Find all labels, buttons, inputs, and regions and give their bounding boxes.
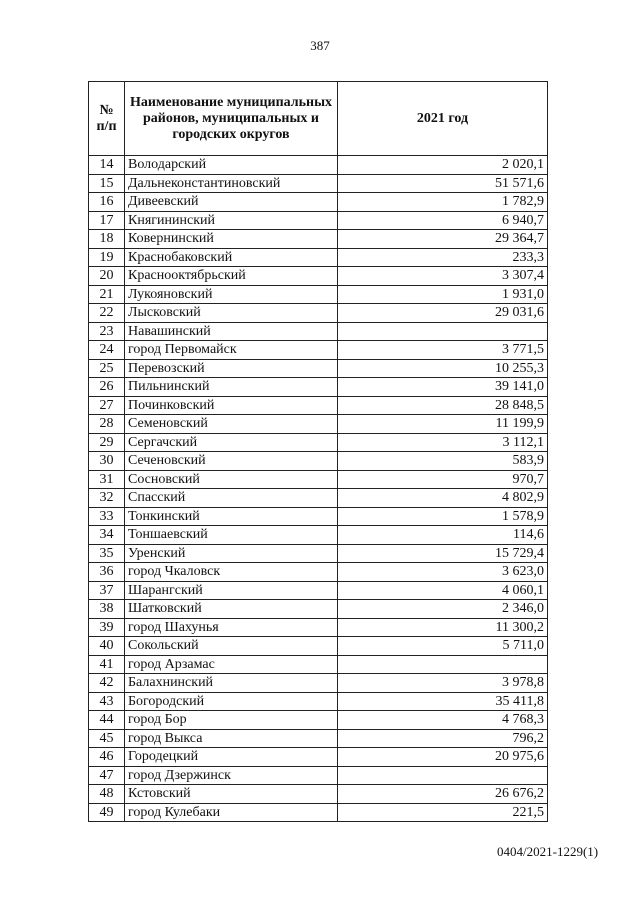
row-value: 11 199,9	[338, 415, 548, 434]
row-name: Навашинский	[125, 322, 338, 341]
table-row	[89, 785, 548, 804]
row-number: 35	[89, 544, 125, 563]
row-number: 34	[89, 526, 125, 545]
table-row	[89, 174, 548, 193]
row-value: 796,2	[338, 729, 548, 748]
table-row	[89, 230, 548, 249]
row-value: 2 346,0	[338, 600, 548, 619]
row-number: 36	[89, 563, 125, 582]
table-row	[89, 526, 548, 545]
row-name: Шарангский	[125, 581, 338, 600]
row-number: 39	[89, 618, 125, 637]
row-value: 29 031,6	[338, 304, 548, 323]
row-value: 2 020,1	[338, 156, 548, 175]
table-row	[89, 563, 548, 582]
row-name: Сеченовский	[125, 452, 338, 471]
row-name: Краснооктябрьский	[125, 267, 338, 286]
row-name: Тоншаевский	[125, 526, 338, 545]
table-row	[89, 674, 548, 693]
header-num: № п/п	[89, 82, 125, 156]
row-value: 6 940,7	[338, 211, 548, 230]
row-value: 233,3	[338, 248, 548, 267]
row-number: 47	[89, 766, 125, 785]
row-name: Дальнеконстантиновский	[125, 174, 338, 193]
row-value: 3 623,0	[338, 563, 548, 582]
row-name: Сокольский	[125, 637, 338, 656]
row-number: 43	[89, 692, 125, 711]
row-name: Кстовский	[125, 785, 338, 804]
row-number: 20	[89, 267, 125, 286]
header-name: Наименование муниципальных районов, муниципальных и городских округов	[125, 82, 338, 156]
row-name: Перевозский	[125, 359, 338, 378]
table-row	[89, 415, 548, 434]
table-row	[89, 378, 548, 397]
row-name: Лысковский	[125, 304, 338, 323]
table-row	[89, 285, 548, 304]
table-row	[89, 581, 548, 600]
row-number: 46	[89, 748, 125, 767]
table-row	[89, 267, 548, 286]
row-number: 29	[89, 433, 125, 452]
row-name: Тонкинский	[125, 507, 338, 526]
row-name: город Шахунья	[125, 618, 338, 637]
table-row	[89, 211, 548, 230]
row-name: Городецкий	[125, 748, 338, 767]
table-row	[89, 729, 548, 748]
document-code: 0404/2021-1229(1)	[497, 844, 599, 859]
row-value: 26 676,2	[338, 785, 548, 804]
row-name: Княгининский	[125, 211, 338, 230]
row-value: 4 768,3	[338, 711, 548, 730]
table-row	[89, 193, 548, 212]
table-header-row	[89, 82, 548, 156]
row-number: 41	[89, 655, 125, 674]
row-value: 1 578,9	[338, 507, 548, 526]
table-row	[89, 600, 548, 619]
row-number: 45	[89, 729, 125, 748]
row-number: 16	[89, 193, 125, 212]
row-number: 48	[89, 785, 125, 804]
table-row	[89, 341, 548, 360]
row-value: 51 571,6	[338, 174, 548, 193]
row-number: 21	[89, 285, 125, 304]
row-value: 114,6	[338, 526, 548, 545]
row-value: 1 782,9	[338, 193, 548, 212]
row-value	[338, 655, 548, 674]
row-name: Володарский	[125, 156, 338, 175]
row-number: 22	[89, 304, 125, 323]
row-value: 970,7	[338, 470, 548, 489]
row-value: 10 255,3	[338, 359, 548, 378]
row-value: 3 112,1	[338, 433, 548, 452]
table-row	[89, 304, 548, 323]
row-name: Спасский	[125, 489, 338, 508]
row-name: Сергачский	[125, 433, 338, 452]
row-number: 24	[89, 341, 125, 360]
row-value: 5 711,0	[338, 637, 548, 656]
row-name: Пильнинский	[125, 378, 338, 397]
row-number: 14	[89, 156, 125, 175]
row-value: 3 771,5	[338, 341, 548, 360]
row-number: 23	[89, 322, 125, 341]
row-name: Уренский	[125, 544, 338, 563]
row-number: 49	[89, 803, 125, 822]
table-row	[89, 433, 548, 452]
row-value: 35 411,8	[338, 692, 548, 711]
row-number: 32	[89, 489, 125, 508]
table-row	[89, 618, 548, 637]
row-number: 30	[89, 452, 125, 471]
row-number: 33	[89, 507, 125, 526]
row-name: Богородский	[125, 692, 338, 711]
row-number: 19	[89, 248, 125, 267]
row-number: 42	[89, 674, 125, 693]
row-value: 4 802,9	[338, 489, 548, 508]
table-row	[89, 544, 548, 563]
row-value: 29 364,7	[338, 230, 548, 249]
row-value: 4 060,1	[338, 581, 548, 600]
table-row	[89, 156, 548, 175]
row-name: Ковернинский	[125, 230, 338, 249]
municipal-table	[88, 81, 548, 822]
row-name: город Дзержинск	[125, 766, 338, 785]
table-row	[89, 359, 548, 378]
row-value: 20 975,6	[338, 748, 548, 767]
row-value: 3 978,8	[338, 674, 548, 693]
row-value: 3 307,4	[338, 267, 548, 286]
row-value: 15 729,4	[338, 544, 548, 563]
row-name: город Выкса	[125, 729, 338, 748]
table-row	[89, 489, 548, 508]
row-value: 221,5	[338, 803, 548, 822]
table-row	[89, 507, 548, 526]
row-value: 39 141,0	[338, 378, 548, 397]
row-name: Семеновский	[125, 415, 338, 434]
table-row	[89, 470, 548, 489]
row-value: 28 848,5	[338, 396, 548, 415]
row-value	[338, 322, 548, 341]
table-row	[89, 637, 548, 656]
table-row	[89, 803, 548, 822]
row-name: город Кулебаки	[125, 803, 338, 822]
table-row	[89, 692, 548, 711]
page-number: 387	[310, 38, 330, 53]
row-value: 11 300,2	[338, 618, 548, 637]
row-number: 38	[89, 600, 125, 619]
row-name: Краснобаковский	[125, 248, 338, 267]
row-name: Шатковский	[125, 600, 338, 619]
row-name: Лукояновский	[125, 285, 338, 304]
row-name: город Бор	[125, 711, 338, 730]
row-number: 18	[89, 230, 125, 249]
table-row	[89, 655, 548, 674]
table-row	[89, 248, 548, 267]
table-row	[89, 748, 548, 767]
row-name: Дивеевский	[125, 193, 338, 212]
table-row	[89, 766, 548, 785]
row-number: 17	[89, 211, 125, 230]
header-year: 2021 год	[338, 82, 548, 156]
row-name: Починковский	[125, 396, 338, 415]
row-number: 44	[89, 711, 125, 730]
table-body	[89, 156, 548, 822]
row-name: город Первомайск	[125, 341, 338, 360]
table-row	[89, 396, 548, 415]
row-name: Балахнинский	[125, 674, 338, 693]
row-value: 583,9	[338, 452, 548, 471]
row-number: 40	[89, 637, 125, 656]
row-number: 28	[89, 415, 125, 434]
row-number: 37	[89, 581, 125, 600]
row-name: Сосновский	[125, 470, 338, 489]
row-number: 27	[89, 396, 125, 415]
row-number: 31	[89, 470, 125, 489]
row-number: 15	[89, 174, 125, 193]
row-value: 1 931,0	[338, 285, 548, 304]
table-row	[89, 322, 548, 341]
row-number: 25	[89, 359, 125, 378]
row-name: город Арзамас	[125, 655, 338, 674]
table-row	[89, 452, 548, 471]
table-row	[89, 711, 548, 730]
row-number: 26	[89, 378, 125, 397]
row-name: город Чкаловск	[125, 563, 338, 582]
row-value	[338, 766, 548, 785]
